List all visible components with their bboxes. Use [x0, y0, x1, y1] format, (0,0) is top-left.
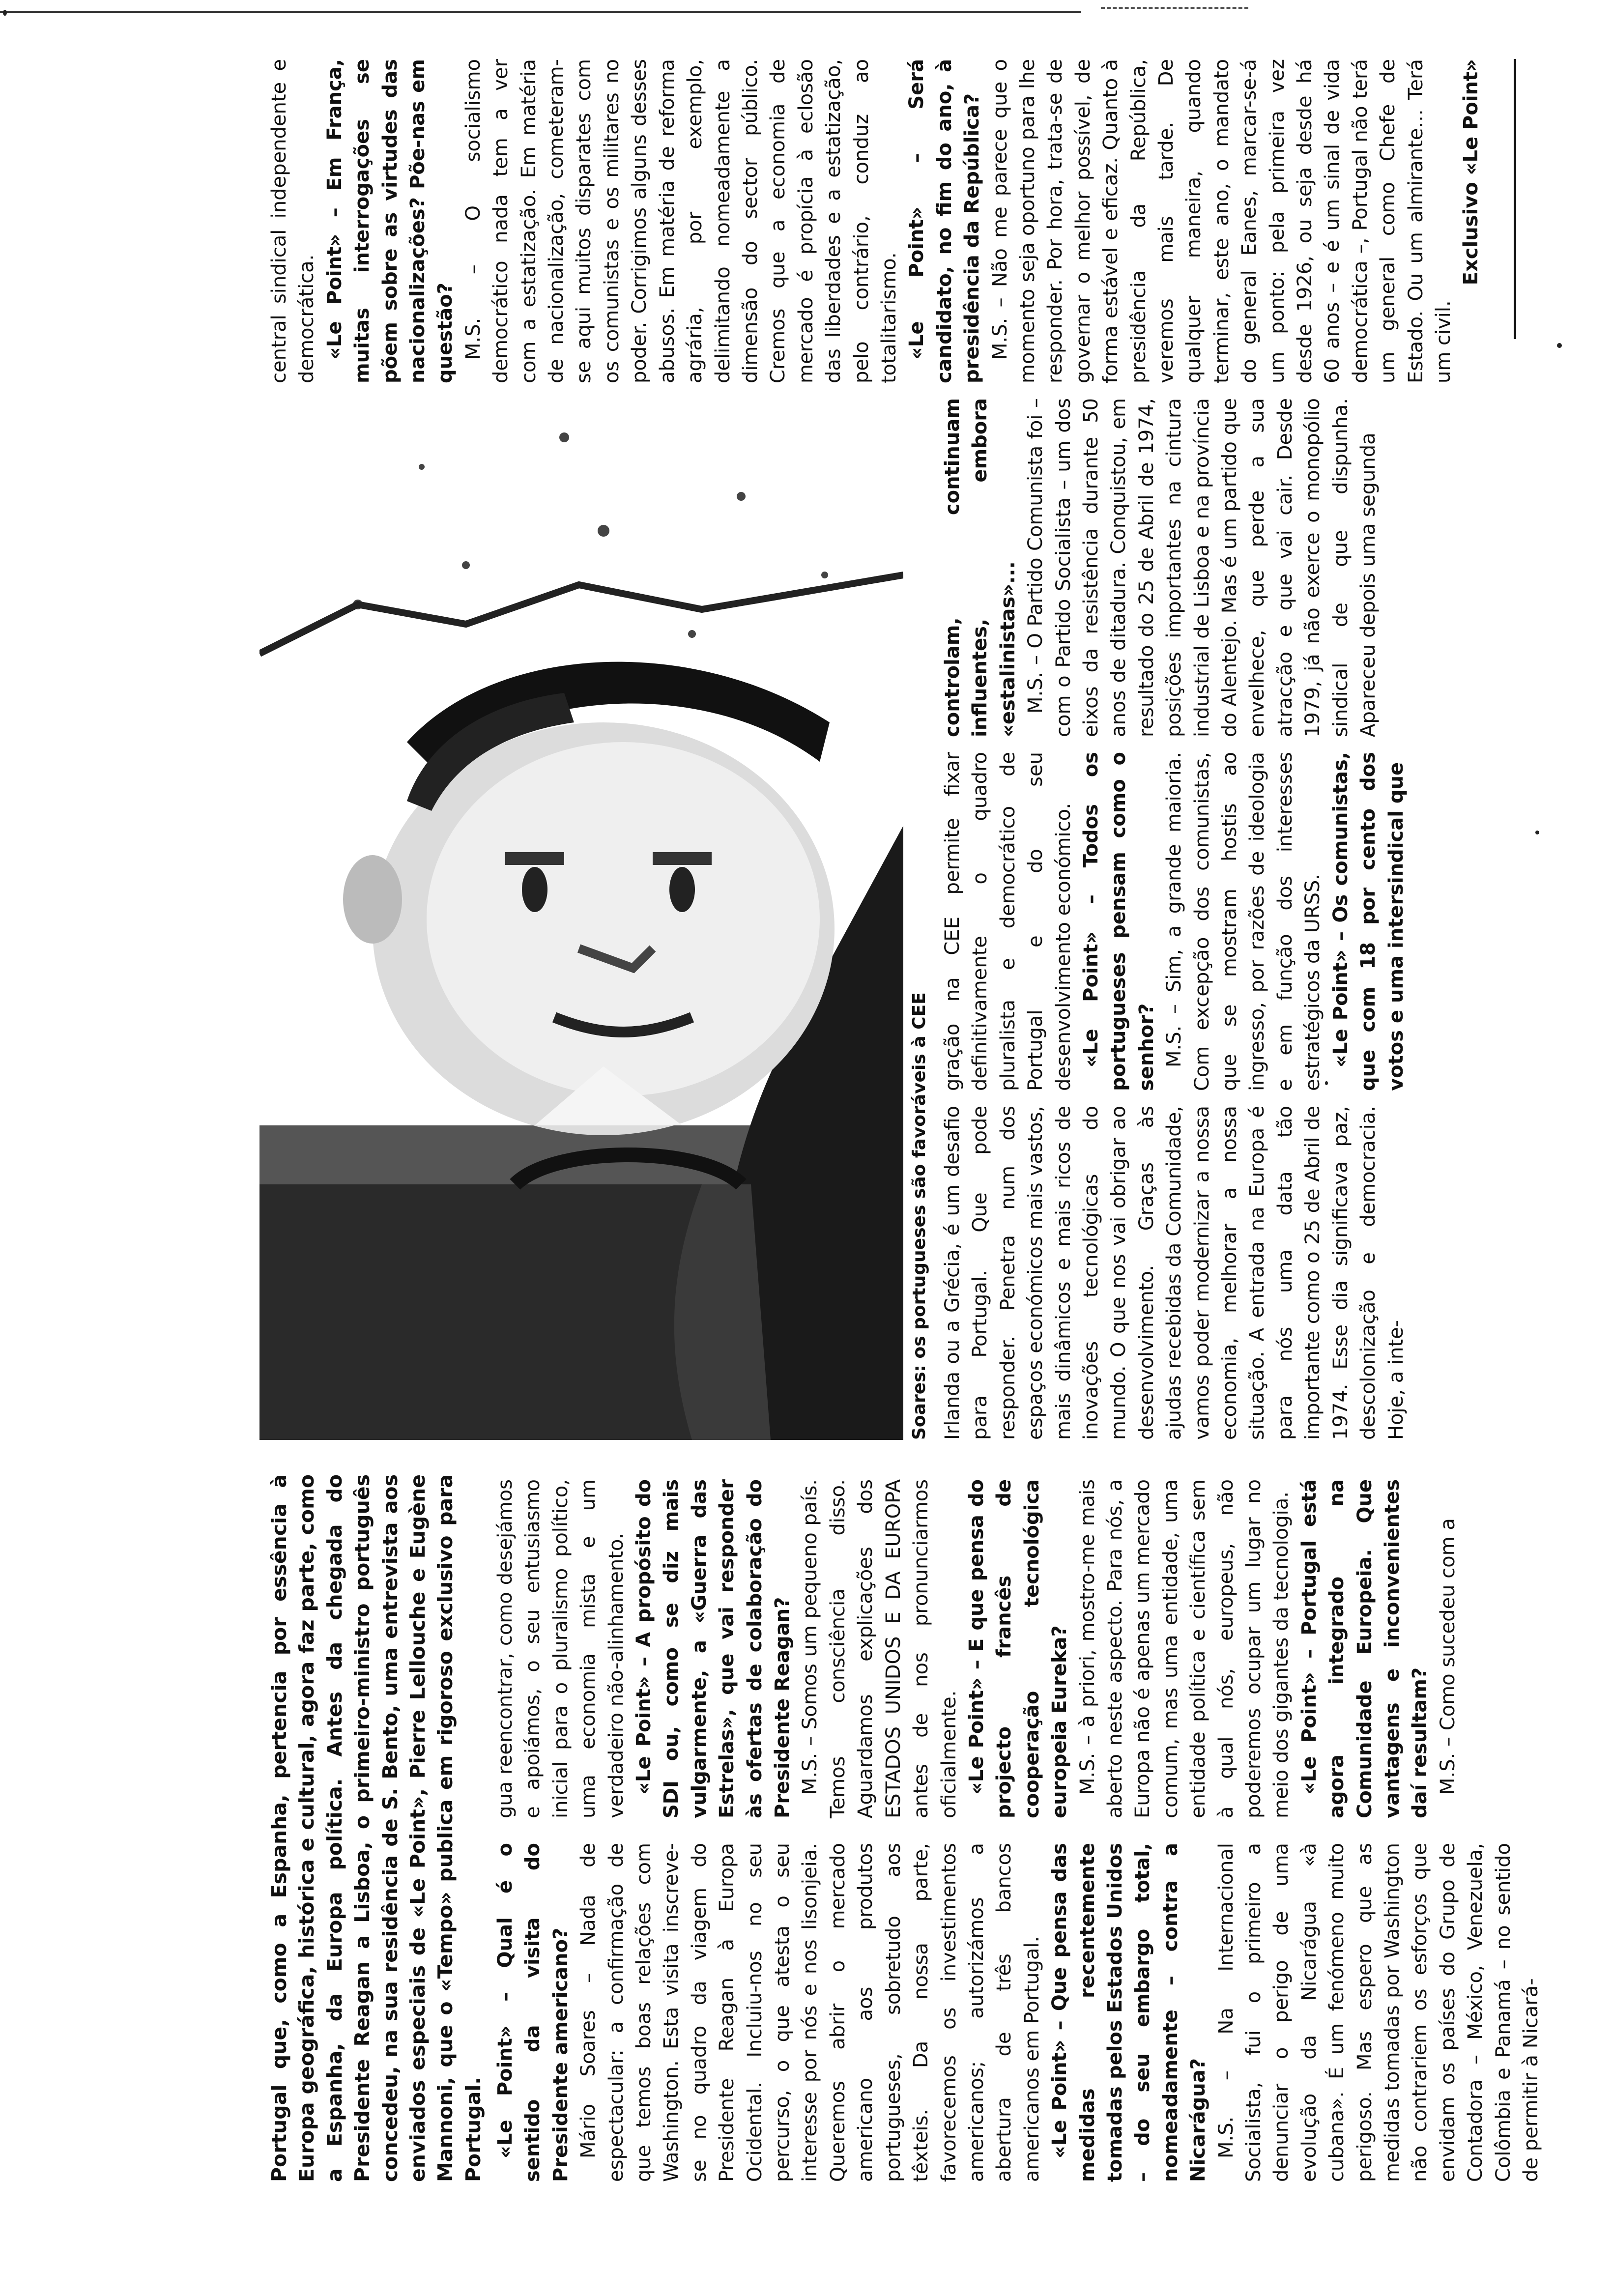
interview-answer: central sindical independente e democrática. — [268, 59, 318, 383]
rotated-article — [265, 59, 1543, 2182]
scan-speck — [3, 10, 7, 16]
interview-answer: M.S. – Sim, a grande maioria. Com excepção dos comunistas, que se mostram hostis ao ingresso, por razões de ideologia e em função dos interesses estratégicos da URSS. — [1163, 752, 1324, 1091]
interview-question: «Le Point» – Em França, muitas interrogações se põem sobre as virtudes das nacionalizações? Põe-nas em questão? — [323, 59, 457, 383]
portrait-photo — [259, 398, 903, 1440]
interview-question: «Le Point» – Qual é o sentido da visita do Presidente americano? — [494, 1843, 572, 2182]
interview-question: controlam, continuam influentes, embora «estalinistas»... — [941, 398, 1019, 737]
interview-question: «Le Point» – Que pensa das medidas recentemente tomadas pelos Estados Unidos – do seu embargo total, nomeadamente – contra a Nicarágua? — [1048, 1843, 1210, 2182]
scan-top-rule — [0, 11, 1081, 13]
text-column-1 — [491, 1843, 1545, 2182]
interview-question: «Le Point» – A propósito do SDI ou, como se diz mais vulgarmente, a «Guerra das Estrelas», que vai responder às ofertas de colaboração do Presidente Reagan? — [633, 1479, 794, 1818]
photo-caption: Soares: os portugueses são favoráveis à CEE — [909, 992, 929, 1440]
scan-speck — [1557, 343, 1562, 348]
interview-question: «Le Point» – Será candidato, no fim do ano, à presidência da República? — [905, 59, 984, 383]
text-column-2 — [491, 1479, 1462, 1818]
interview-answer: M.S. – O Partido Comunista foi – com o Partido Socialista – um dos eixos da resistência durante 50 anos de ditadura. Conquistou, em resultado do 25 de Abril de 1974, posições importantes na cintura industrial de Lisboa e na província do Alentejo. Mas é um partido que envelhece, que perde a sua atracção e que vai cair. Desde 1979, já não exerce o monopólio sindical de que dispunha. Apareceu depois uma segunda — [1024, 398, 1380, 737]
article-end-rule — [1514, 59, 1516, 339]
interview-answer: gua reencontrar, como desejámos e apoiámos, o seu entusiasmo inicial para o pluralismo político, uma economia mista e um verdadeiro não-alinhamento. — [494, 1479, 628, 1818]
interview-answer: M.S. – O socialismo democrático nada tem a ver com a estatização. Em matéria de nacionalização, cometeram-se aqui muitos disparates com os comunistas e os militares no poder. Corrigimos alguns desses abusos. Em matéria de reforma agrária, por exemplo, delimitando nomeadamente a dimensão do sector público. Cremos que a economia de mercado é propícia à eclosão das liberdades e a estatização, pelo contrário, conduz ao totalitarismo. — [461, 59, 900, 383]
interview-answer: M.S. – Como sucedeu com a — [1436, 1518, 1459, 1795]
exclusive-signature: Exclusivo «Le Point» — [1460, 59, 1482, 286]
text-column-6 — [265, 59, 1457, 383]
interview-answer: M.S. – Não me parece que o momento seja oportuno para lhe responder. Por hora, trata-se de governar o melhor possível, de forma estável e eficaz. Quanto à presidência da República, veremos mais tarde. De qualquer maneira, quando terminar, este ano, o mandato do general Eanes, marcar-se-á um ponto: pela primeira vez desde 1926, ou seja desde há 60 anos – e é um sinal de vida democrática –, Portugal não terá um general como Chefe de Estado. Ou um almirante... Terá um civil. — [988, 59, 1455, 383]
interview-answer: gração na CEE permite fixar definitivamente o quadro pluralista e democrático de Portugal e do seu desenvolvimento económico. — [941, 752, 1075, 1091]
interview-answer: M.S. – Na Internacional Socialista, fui o primeiro a denunciar o perigo de uma evolução da Nicarágua «à cubana». É um fenómeno muito perigoso. Mas espero que as medidas tomadas por Washington não contrariem os esforços que envidam os países do Grupo de Contadora – México, Venezuela, Colômbia e Panamá – no sentido de permitir à Nicará- — [1214, 1843, 1543, 2182]
interview-question: «Le Point» – Os comunistas, que com 18 por cento dos votos e uma intersindical que — [1329, 752, 1408, 1091]
interview-answer: M.S. – à priori, mostro-me mais aberto neste aspecto. Para nós, a Europa não é apenas um mercado comum, mas uma entidade, uma entidade política e científica sem à qual nós, europeus, não poderemos ocupar um lugar no meio dos gigantes da tecnologia. — [1076, 1479, 1293, 1818]
interview-question: «Le Point» – Portugal está agora integrado na Comunidade Europeia. Que vantagens e inconvenientes daí resultam? — [1297, 1479, 1432, 1818]
text-column-3 — [939, 1106, 1410, 1440]
interview-answer: Mário Soares – Nada de espectacular: a confirmação de que temos boas relações com Washington. Esta visita inscreve-se no quadro da viagem do Presidente Reagan à Europa Ocidental. Incluiu-nos no seu percurso, o que atesta o seu interesse por nós e nos lisonjeia. Queremos abrir o mercado americano aos produtos portugueses, sobretudo aos têxteis. Da nossa parte, favorecemos os investimentos americanos; autorizámos a abertura de três bancos americanos em Portugal. — [577, 1843, 1043, 2182]
interview-question: «Le Point» – E que pensa do projecto francês de cooperação tecnológica europeia Eureka? — [965, 1479, 1071, 1818]
article-lead: Portugal que, como a Espanha, pertencia por essência à Europa geográfica, histórica e cultural, agora faz parte, como a Espanha, da Europa política. Antes da chegada do Presidente Reagan a Lisboa, o primeiro-ministro português concedeu, na sua residência de S. Bento, uma entrevista aos enviados especiais de «Le Point», Pierre Lellouche e Eugène Mannoni, que o «Tempo» publica em rigoroso exclusivo para Portugal. — [267, 1474, 485, 2182]
scan-top-dashes — [1101, 7, 1248, 9]
interview-answer: Irlanda ou a Grécia, é um desafio para Portugal. Que pode responder. Penetra num dos espaços económicos mais vastos, mais dinâmicos e mais ricos de inovações tecnológicas do mundo. O que nos vai obrigar ao desenvolvimento. Graças às ajudas recebidas da Comunidade, vamos poder modernizar a nossa economia, melhorar a nossa situação. A entrada na Europa é para nós uma data tão importante como o 25 de Abril de 1974. Esse dia significava paz, descolonização e democracia. Hoje, a inte- — [941, 1106, 1408, 1440]
text-column-4 — [939, 752, 1410, 1091]
interview-question: «Le Point» – Todos os portugueses pensam como o senhor? — [1080, 752, 1158, 1091]
text-column-5 — [939, 398, 1382, 737]
interview-answer: M.S. – Somos um pequeno país. Temos consciência disso. Aguardamos explicações dos ESTADOS UNIDOS E DA EUROPA antes de nos pronunciarmos oficialmente. — [799, 1479, 960, 1818]
